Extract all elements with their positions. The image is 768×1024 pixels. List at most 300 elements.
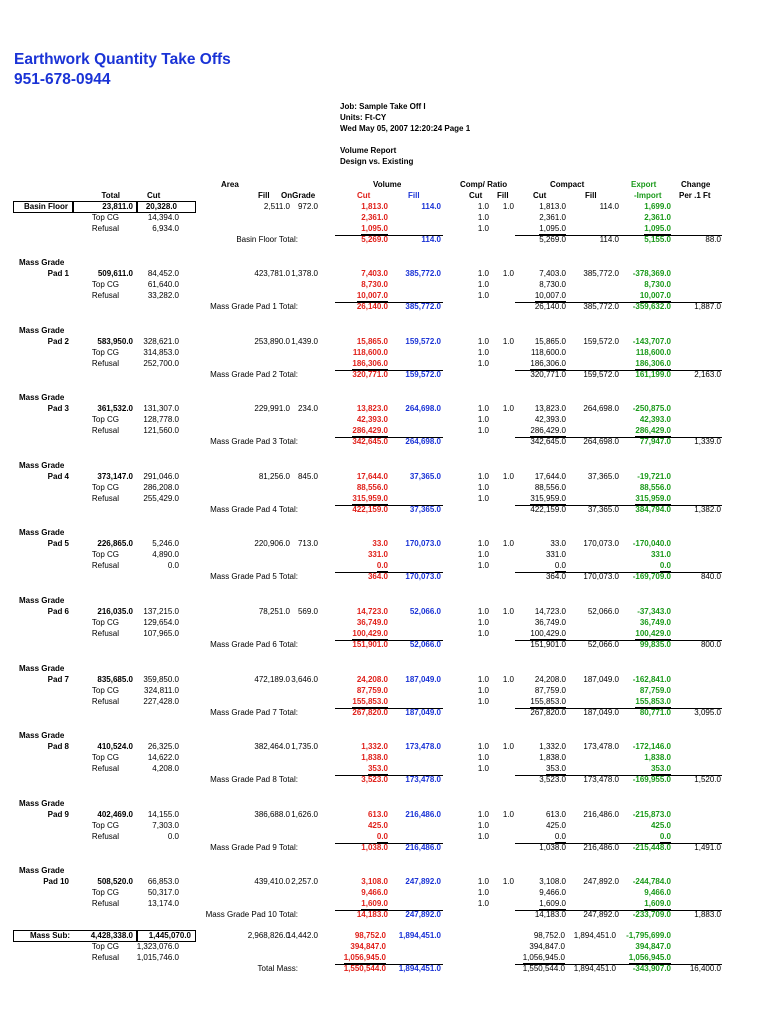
topcg-label: Top CG	[91, 415, 119, 424]
total-change: 88.0	[705, 235, 721, 244]
main-ccut: 17,644.0	[534, 472, 566, 481]
refusal-cut: 6,934.0	[152, 224, 179, 233]
refusal-vcut: 155,853.0	[352, 697, 388, 706]
refusal-label: Refusal	[91, 561, 119, 570]
refusal-exp: 1,095.0	[644, 224, 671, 233]
topcg-vcut: 331.0	[367, 550, 388, 559]
main-vcut: 14,723.0	[356, 607, 388, 616]
total-change: 800.0	[700, 640, 721, 649]
job-meta	[340, 101, 470, 167]
main-vfill: 170,073.0	[405, 539, 441, 548]
job-line: Job: Sample Take Off I	[340, 102, 426, 111]
main-rc: 1.0	[477, 675, 489, 684]
refusal-label: Refusal	[91, 224, 119, 233]
total-vfill: 187,049.0	[405, 708, 441, 717]
refusal-label: Refusal	[91, 697, 119, 706]
refusal-label: Refusal	[91, 832, 119, 841]
total-ccut: 320,771.0	[530, 370, 566, 379]
topcg-rc: 1.0	[477, 550, 489, 559]
main-vfill: 52,066.0	[409, 607, 441, 616]
main-ccut: 1,813.0	[539, 202, 566, 211]
main-cfill: 264,698.0	[583, 404, 619, 413]
main-ongrade: 972.0	[297, 202, 318, 211]
total-cfill: 173,478.0	[583, 775, 619, 784]
total-cfill: 187,049.0	[583, 708, 619, 717]
topcg-rc: 1.0	[477, 686, 489, 695]
topcg-ccut: 88,556.0	[534, 483, 566, 492]
main-cfill: 216,486.0	[583, 810, 619, 819]
header-comp-fill: Fill	[585, 191, 597, 200]
header-comp-cut: Cut	[533, 191, 547, 200]
refusal-rc: 1.0	[477, 494, 489, 503]
topcg-ccut: 87,759.0	[534, 686, 566, 695]
refusal-ccut: 0.0	[554, 832, 566, 841]
refusal-exp: 186,306.0	[635, 359, 671, 368]
refusal-label: Refusal	[91, 899, 119, 908]
main-cut: 131,307.0	[143, 404, 179, 413]
refusal-rc: 1.0	[477, 899, 489, 908]
total-ccut: 342,645.0	[530, 437, 566, 446]
main-vcut: 24,208.0	[356, 675, 388, 684]
section-total-label: Mass Grade Pad 2 Total:	[210, 370, 298, 379]
main-vcut: 7,403.0	[361, 269, 388, 278]
refusal-rc: 1.0	[477, 629, 489, 638]
main-total: 509,611.0	[97, 269, 133, 278]
main-cfill: 37,365.0	[587, 472, 619, 481]
mass-topcg-ccut: 394,847.0	[529, 942, 565, 951]
main-cut: 26,325.0	[147, 742, 179, 751]
topcg-exp: 1,838.0	[644, 753, 671, 762]
topcg-exp: 8,730.0	[644, 280, 671, 289]
main-total: 583,950.0	[97, 337, 133, 346]
total-exp: 80,771.0	[639, 708, 671, 717]
main-total: 23,811.0	[102, 202, 133, 211]
topcg-rc: 1.0	[477, 213, 489, 222]
main-cut: 84,452.0	[147, 269, 179, 278]
refusal-rc: 1.0	[477, 561, 489, 570]
topcg-label: Top CG	[91, 686, 119, 695]
main-vcut: 613.0	[367, 810, 388, 819]
total-vcut: 14,183.0	[356, 910, 388, 919]
topcg-rc: 1.0	[477, 280, 489, 289]
main-cut: 137,215.0	[143, 607, 179, 616]
refusal-label: Refusal	[91, 629, 119, 638]
refusal-ccut: 286,429.0	[530, 426, 566, 435]
mass-sub-label: Mass Sub:	[29, 931, 70, 940]
mass-sub-ccut: 98,752.0	[533, 931, 565, 940]
main-total: 216,035.0	[97, 607, 133, 616]
main-vfill: 187,049.0	[405, 675, 441, 684]
main-fill: 439,410.0	[254, 877, 290, 886]
refusal-ccut: 10,007.0	[534, 291, 566, 300]
refusal-vcut: 353.0	[367, 764, 388, 773]
refusal-rc: 1.0	[477, 426, 489, 435]
refusal-cut: 255,429.0	[143, 494, 179, 503]
main-rc: 1.0	[477, 202, 489, 211]
main-ccut: 14,723.0	[534, 607, 566, 616]
section-total-label: Mass Grade Pad 3 Total:	[210, 437, 298, 446]
main-fill: 386,688.0	[254, 810, 290, 819]
main-cut: 14,155.0	[147, 810, 179, 819]
total-vcut: 1,038.0	[361, 843, 388, 852]
mass-refusal-exp: 1,056,945.0	[628, 953, 671, 962]
total-vcut: 3,523.0	[361, 775, 388, 784]
refusal-cut: 0.0	[167, 832, 179, 841]
total-cfill: 170,073.0	[583, 572, 619, 581]
header-vol-fill: Fill	[408, 191, 420, 200]
main-total: 410,524.0	[97, 742, 133, 751]
main-ongrade: 1,626.0	[291, 810, 318, 819]
refusal-vcut: 10,007.0	[356, 291, 388, 300]
topcg-vcut: 9,466.0	[361, 888, 388, 897]
refusal-rc: 1.0	[477, 832, 489, 841]
total-cfill: 114.0	[599, 235, 619, 244]
topcg-label: Top CG	[91, 550, 119, 559]
main-vfill: 37,365.0	[409, 472, 441, 481]
header-cut: Cut	[147, 191, 161, 200]
main-vfill: 264,698.0	[405, 404, 441, 413]
topcg-rc: 1.0	[477, 483, 489, 492]
topcg-vcut: 87,759.0	[356, 686, 388, 695]
total-ccut: 267,820.0	[530, 708, 566, 717]
refusal-ccut: 353.0	[545, 764, 566, 773]
main-total: 361,532.0	[97, 404, 133, 413]
mass-sub-vcut: 98,752.0	[354, 931, 386, 940]
refusal-vcut: 0.0	[376, 832, 388, 841]
topcg-label: Top CG	[91, 348, 119, 357]
topcg-rc: 1.0	[477, 753, 489, 762]
main-ccut: 7,403.0	[539, 269, 566, 278]
topcg-ccut: 1,838.0	[539, 753, 566, 762]
units-line: Units: Ft-CY	[340, 113, 387, 122]
topcg-vcut: 88,556.0	[356, 483, 388, 492]
topcg-exp: 425.0	[650, 821, 671, 830]
refusal-cut: 121,560.0	[143, 426, 179, 435]
total-cfill: 264,698.0	[583, 437, 619, 446]
main-cfill: 173,478.0	[583, 742, 619, 751]
main-rc: 1.0	[477, 539, 489, 548]
main-cut: 359,850.0	[143, 675, 179, 684]
main-rc: 1.0	[477, 810, 489, 819]
mass-sub-total: 4,428,338.0	[90, 931, 133, 940]
main-fill: 253,890.0	[254, 337, 290, 346]
section-total-label: Mass Grade Pad 9 Total:	[210, 843, 298, 852]
section-label: Pad 9	[47, 810, 69, 819]
main-ongrade: 845.0	[297, 472, 318, 481]
main-cut: 5,246.0	[152, 539, 179, 548]
refusal-exp: 315,959.0	[635, 494, 671, 503]
total-mass-vcut: 1,550,544.0	[343, 964, 386, 973]
refusal-ccut: 315,959.0	[530, 494, 566, 503]
refusal-vcut: 315,959.0	[352, 494, 388, 503]
main-total: 373,147.0	[97, 472, 133, 481]
main-fill: 229,991.0	[254, 404, 290, 413]
total-cfill: 247,892.0	[583, 910, 619, 919]
total-change: 1,491.0	[694, 843, 721, 852]
total-exp: 5,155.0	[644, 235, 671, 244]
mass-topcg-cut: 1,323,076.0	[136, 942, 179, 951]
main-exp: 1,699.0	[644, 202, 671, 211]
main-vcut: 15,865.0	[356, 337, 388, 346]
main-exp: -170,040.0	[632, 539, 671, 548]
main-vcut: 1,332.0	[361, 742, 388, 751]
refusal-exp: 1,609.0	[644, 899, 671, 908]
main-ccut: 1,332.0	[539, 742, 566, 751]
topcg-cut: 314,853.0	[143, 348, 179, 357]
main-rc: 1.0	[477, 877, 489, 886]
section-label: Pad 4	[47, 472, 69, 481]
main-cut: 291,046.0	[143, 472, 179, 481]
refusal-cut: 0.0	[167, 561, 179, 570]
refusal-vcut: 100,429.0	[352, 629, 388, 638]
total-change: 1,339.0	[694, 437, 721, 446]
refusal-rc: 1.0	[477, 359, 489, 368]
section-group-label: Mass Grade	[19, 461, 65, 470]
total-mass-cfill: 1,894,451.0	[573, 964, 616, 973]
main-fill: 472,189.0	[254, 675, 290, 684]
main-ccut: 613.0	[545, 810, 566, 819]
header-change: Change	[681, 180, 711, 189]
main-fill: 78,251.0	[258, 607, 290, 616]
main-cfill: 247,892.0	[583, 877, 619, 886]
section-label: Pad 6	[47, 607, 69, 616]
main-ongrade: 713.0	[297, 539, 318, 548]
main-fill: 2,511.0	[263, 202, 290, 211]
mass-refusal-ccut: 1,056,945.0	[522, 953, 565, 962]
main-rf: 1.0	[502, 607, 514, 616]
main-vfill: 247,892.0	[405, 877, 441, 886]
total-mass-change: 16,400.0	[689, 964, 721, 973]
topcg-rc: 1.0	[477, 415, 489, 424]
refusal-cut: 107,965.0	[143, 629, 179, 638]
main-ongrade: 3,646.0	[291, 675, 318, 684]
topcg-ccut: 42,393.0	[534, 415, 566, 424]
main-exp: -143,707.0	[632, 337, 671, 346]
main-rf: 1.0	[502, 742, 514, 751]
header-per-ft: Per .1 Ft	[679, 191, 711, 200]
total-vcut: 151,901.0	[352, 640, 388, 649]
mass-refusal-cut: 1,015,746.0	[136, 953, 179, 962]
main-rc: 1.0	[477, 269, 489, 278]
total-change: 1,883.0	[694, 910, 721, 919]
total-ccut: 26,140.0	[534, 302, 566, 311]
mass-sub-ongrade: 14,442.0	[286, 931, 318, 940]
mass-sub-fill: 2,968,826.0	[247, 931, 290, 940]
main-vcut: 17,644.0	[356, 472, 388, 481]
topcg-exp: 118,600.0	[635, 348, 671, 357]
section-total-label: Mass Grade Pad 4 Total:	[210, 505, 298, 514]
total-vcut: 5,269.0	[361, 235, 388, 244]
main-cfill: 170,073.0	[583, 539, 619, 548]
topcg-vcut: 42,393.0	[356, 415, 388, 424]
total-vfill: 159,572.0	[405, 370, 441, 379]
main-exp: -250,875.0	[632, 404, 671, 413]
main-ongrade: 2,257.0	[291, 877, 318, 886]
topcg-rc: 1.0	[477, 821, 489, 830]
main-ccut: 3,108.0	[539, 877, 566, 886]
company-phone: 951-678-0944	[14, 71, 111, 88]
refusal-exp: 100,429.0	[635, 629, 671, 638]
refusal-ccut: 1,095.0	[539, 224, 566, 233]
total-mass-exp: -343,907.0	[632, 964, 671, 973]
main-exp: -215,873.0	[632, 810, 671, 819]
refusal-exp: 155,853.0	[635, 697, 671, 706]
topcg-ccut: 9,466.0	[539, 888, 566, 897]
section-total-label: Mass Grade Pad 5 Total:	[210, 572, 298, 581]
main-cut: 20,328.0	[145, 202, 177, 211]
topcg-vcut: 36,749.0	[356, 618, 388, 627]
total-cfill: 159,572.0	[583, 370, 619, 379]
header-ongrade: OnGrade	[281, 191, 316, 200]
header-ratio-fill: Fill	[497, 191, 509, 200]
total-change: 3,095.0	[694, 708, 721, 717]
main-fill: 220,906.0	[254, 539, 290, 548]
main-vfill: 385,772.0	[405, 269, 441, 278]
total-cfill: 52,066.0	[587, 640, 619, 649]
main-rf: 1.0	[502, 337, 514, 346]
topcg-label: Top CG	[91, 280, 119, 289]
main-rc: 1.0	[477, 472, 489, 481]
refusal-cut: 13,174.0	[147, 899, 179, 908]
total-exp: -233,709.0	[632, 910, 671, 919]
section-group-label: Mass Grade	[19, 326, 65, 335]
main-ongrade: 1,439.0	[291, 337, 318, 346]
section-label: Pad 5	[47, 539, 69, 548]
refusal-vcut: 186,306.0	[352, 359, 388, 368]
total-change: 1,520.0	[694, 775, 721, 784]
section-total-label: Mass Grade Pad 8 Total:	[210, 775, 298, 784]
total-mass-label: Total Mass:	[257, 964, 298, 973]
total-exp: 384,794.0	[635, 505, 671, 514]
section-label: Pad 3	[47, 404, 69, 413]
header-area: Area	[221, 180, 239, 189]
main-total: 226,865.0	[97, 539, 133, 548]
total-vfill: 52,066.0	[409, 640, 441, 649]
total-ccut: 364.0	[545, 572, 566, 581]
main-exp: -19,721.0	[637, 472, 671, 481]
total-exp: 99,835.0	[639, 640, 671, 649]
main-rf: 1.0	[502, 269, 514, 278]
main-ongrade: 234.0	[297, 404, 318, 413]
main-exp: -172,146.0	[632, 742, 671, 751]
main-cut: 328,621.0	[143, 337, 179, 346]
total-vcut: 342,645.0	[352, 437, 388, 446]
main-total: 835,685.0	[97, 675, 133, 684]
total-exp: -169,955.0	[632, 775, 671, 784]
section-group-label: Mass Grade	[19, 799, 65, 808]
report-subtitle: Design vs. Existing	[340, 157, 414, 166]
topcg-cut: 286,208.0	[143, 483, 179, 492]
topcg-cut: 14,622.0	[147, 753, 179, 762]
total-vfill: 264,698.0	[405, 437, 441, 446]
refusal-ccut: 100,429.0	[530, 629, 566, 638]
total-vcut: 422,159.0	[352, 505, 388, 514]
main-vcut: 3,108.0	[361, 877, 388, 886]
total-cfill: 37,365.0	[587, 505, 619, 514]
main-rc: 1.0	[477, 404, 489, 413]
section-label: Pad 7	[47, 675, 69, 684]
topcg-ccut: 425.0	[545, 821, 566, 830]
topcg-vcut: 1,838.0	[361, 753, 388, 762]
topcg-exp: 87,759.0	[639, 686, 671, 695]
total-vfill: 173,478.0	[405, 775, 441, 784]
total-vfill: 216,486.0	[405, 843, 441, 852]
main-vcut: 33.0	[372, 539, 388, 548]
total-vcut: 320,771.0	[352, 370, 388, 379]
topcg-cut: 4,890.0	[152, 550, 179, 559]
total-ccut: 151,901.0	[530, 640, 566, 649]
main-ongrade: 1,378.0	[291, 269, 318, 278]
refusal-label: Refusal	[91, 494, 119, 503]
total-cfill: 216,486.0	[583, 843, 619, 852]
main-rc: 1.0	[477, 337, 489, 346]
refusal-vcut: 1,095.0	[361, 224, 388, 233]
refusal-vcut: 1,609.0	[361, 899, 388, 908]
total-vfill: 37,365.0	[409, 505, 441, 514]
total-vcut: 26,140.0	[356, 302, 388, 311]
main-rf: 1.0	[502, 539, 514, 548]
section-label: Pad 2	[47, 337, 69, 346]
header-volume: Volume	[373, 180, 402, 189]
total-ccut: 5,269.0	[539, 235, 566, 244]
topcg-vcut: 425.0	[367, 821, 388, 830]
refusal-exp: 10,007.0	[639, 291, 671, 300]
section-group-label: Mass Grade	[19, 866, 65, 875]
header-comp-ratio: Comp/ Ratio	[460, 180, 508, 189]
refusal-cut: 227,428.0	[143, 697, 179, 706]
refusal-cut: 33,282.0	[147, 291, 179, 300]
total-ccut: 422,159.0	[530, 505, 566, 514]
topcg-rc: 1.0	[477, 348, 489, 357]
refusal-rc: 1.0	[477, 224, 489, 233]
total-cfill: 385,772.0	[583, 302, 619, 311]
topcg-cut: 324,811.0	[144, 686, 179, 695]
total-change: 1,887.0	[694, 302, 721, 311]
main-cfill: 385,772.0	[583, 269, 619, 278]
mass-refusal-vcut: 1,056,945.0	[343, 953, 386, 962]
header-area-fill: Fill	[258, 191, 270, 200]
section-group-label: Mass Grade	[19, 731, 65, 740]
main-fill: 382,464.0	[254, 742, 290, 751]
refusal-label: Refusal	[91, 426, 119, 435]
topcg-ccut: 118,600.0	[531, 348, 566, 357]
section-label: Basin Floor	[23, 202, 68, 211]
topcg-label: Top CG	[91, 618, 119, 627]
topcg-cut: 7,303.0	[152, 821, 179, 830]
main-exp: -162,841.0	[632, 675, 671, 684]
main-ccut: 13,823.0	[534, 404, 566, 413]
section-group-label: Mass Grade	[19, 596, 65, 605]
refusal-exp: 353.0	[650, 764, 671, 773]
topcg-exp: 42,393.0	[639, 415, 671, 424]
main-ongrade: 569.0	[297, 607, 318, 616]
total-vfill: 385,772.0	[405, 302, 441, 311]
main-cfill: 114.0	[599, 202, 619, 211]
main-vfill: 114.0	[421, 202, 441, 211]
topcg-cut: 129,654.0	[143, 618, 179, 627]
topcg-ccut: 8,730.0	[539, 280, 566, 289]
main-rf: 1.0	[502, 404, 514, 413]
mass-sub-exp: -1,795,699.0	[626, 931, 671, 940]
main-exp: -244,784.0	[632, 877, 671, 886]
total-exp: 77,947.0	[639, 437, 671, 446]
main-exp: -37,343.0	[637, 607, 671, 616]
section-group-label: Mass Grade	[19, 393, 65, 402]
topcg-exp: 36,749.0	[639, 618, 671, 627]
total-vfill: 247,892.0	[405, 910, 441, 919]
mass-refusal-label: Refusal	[91, 953, 119, 962]
section-total-label: Mass Grade Pad 7 Total:	[210, 708, 298, 717]
